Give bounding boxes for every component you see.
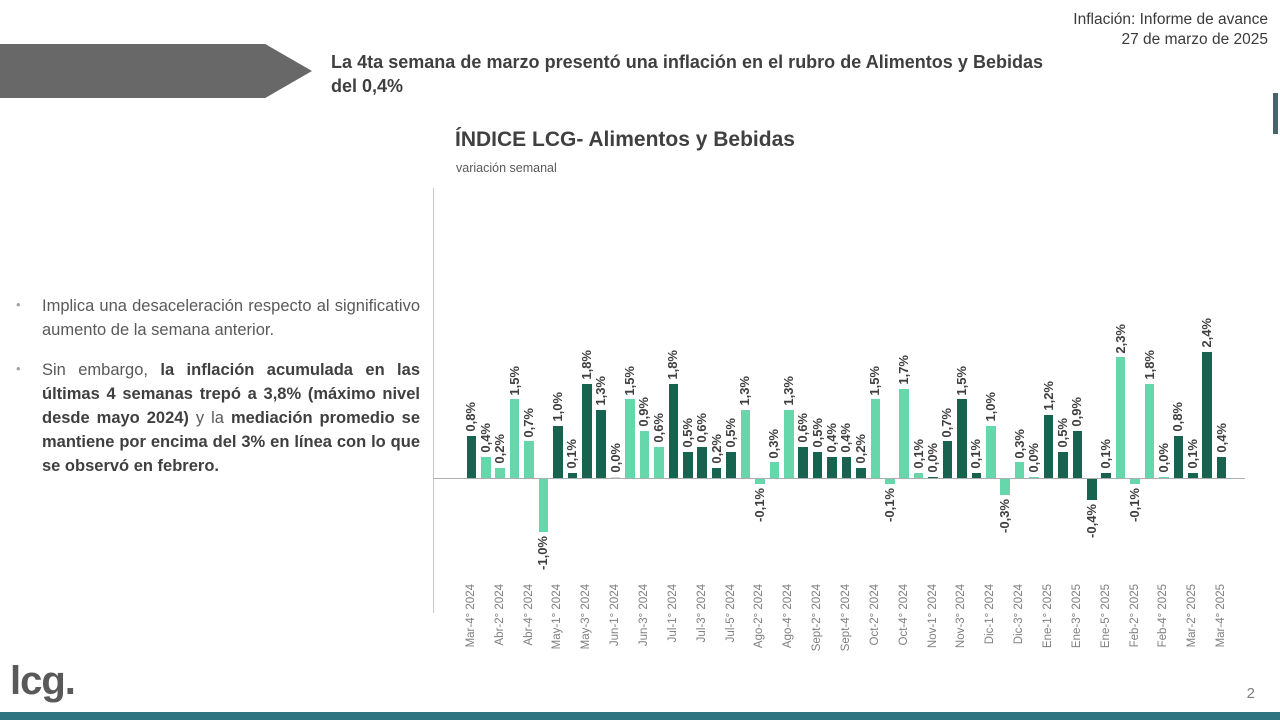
x-tick-label: Abr-4° 2024 (522, 584, 535, 646)
bar-value-label: 0,2% (492, 433, 508, 464)
bar-value-label: 1,2% (1040, 381, 1056, 411)
bar (1174, 436, 1184, 478)
chart-title: ÍNDICE LCG- Alimentos y Bebidas (455, 128, 795, 151)
bullet-item (16, 294, 420, 342)
bar (1073, 431, 1083, 478)
bullet-text: Implica una desaceleración respecto al significativo aumento de la semana anterior. (42, 297, 420, 339)
bar-value-label: 0,1% (910, 439, 926, 469)
x-tick-label: May-1° 2024 (551, 584, 564, 650)
x-tick-label: Nov-1° 2024 (926, 584, 939, 649)
y-axis-line (433, 188, 434, 613)
x-tick-label: Dic-3° 2024 (1013, 584, 1026, 645)
bar-value-label: 0,1% (1184, 439, 1200, 469)
bullet-list (16, 294, 420, 478)
bar-value-label: 0,0% (1155, 442, 1171, 473)
bar (899, 389, 909, 478)
bar-value-label: 1,5% (622, 365, 638, 396)
bar (1000, 479, 1010, 495)
bar (1145, 384, 1155, 479)
bar (495, 468, 505, 479)
bar-value-label: 0,7% (939, 407, 955, 438)
bar-value-label: 0,5% (723, 418, 739, 448)
bar (943, 441, 953, 478)
bar (596, 410, 606, 478)
bar (1044, 415, 1054, 478)
bar-value-label: 0,6% (694, 412, 710, 443)
bar (1116, 357, 1126, 478)
x-tick-label: Mar-4° 2024 (464, 584, 477, 648)
bar-value-label: 0,1% (1098, 439, 1114, 469)
x-tick-label: Mar-4° 2025 (1215, 584, 1228, 648)
bar-value-label: 2,4% (1199, 318, 1215, 348)
bar-value-label: 1,3% (737, 376, 753, 406)
report-type-label: Inflación: Informe de avance (1073, 11, 1268, 28)
bar-value-label: 1,3% (780, 376, 796, 406)
bar (481, 457, 491, 478)
x-tick-label: Oct-4° 2024 (897, 584, 910, 646)
bar (914, 473, 924, 478)
x-tick-label: Ago-4° 2024 (782, 584, 795, 649)
bar-value-label: -0,1% (1127, 488, 1143, 523)
x-tick-label: Sept-4° 2024 (839, 584, 852, 652)
bar-value-label: 0,6% (650, 412, 666, 443)
x-tick-label: May-3° 2024 (580, 584, 593, 650)
bar (986, 426, 996, 479)
x-tick-label: Jul-5° 2024 (724, 584, 737, 643)
bar (770, 462, 780, 478)
bar (712, 468, 722, 479)
bar (1202, 352, 1212, 478)
bar (1058, 452, 1068, 478)
bar-value-label: 1,3% (593, 376, 609, 406)
bar-value-label: 0,5% (1054, 418, 1070, 448)
bar-value-label: 1,0% (549, 391, 565, 422)
bar-value-label: 0,0% (1026, 442, 1042, 473)
bar-value-label: 0,6% (795, 412, 811, 443)
x-axis-line (433, 478, 1245, 479)
bar-value-label: 0,9% (1069, 397, 1085, 427)
x-tick-label: Feb-2° 2025 (1128, 584, 1141, 648)
bar (957, 399, 967, 478)
slide-title: La 4ta semana de marzo presentó una inflación en el rubro de Alimentos y Bebidas del 0,4% (331, 52, 1043, 96)
bar-value-label: 0,0% (607, 442, 623, 473)
bar (539, 479, 549, 532)
bar (524, 441, 534, 478)
bar-value-label: 0,3% (766, 428, 782, 459)
bar (726, 452, 736, 478)
bar (1130, 479, 1140, 484)
bar-value-label: -0,1% (881, 488, 897, 523)
bar (784, 410, 794, 478)
bar (813, 452, 823, 478)
bar-value-label: -0,1% (751, 488, 767, 523)
arrow-banner-shape (0, 44, 312, 98)
bar (827, 457, 837, 478)
bar (611, 477, 621, 479)
bar (1188, 473, 1198, 478)
bar-value-label: 1,5% (953, 365, 969, 396)
report-date: 27 de marzo de 2025 (1121, 31, 1268, 48)
bar-value-label: 0,2% (708, 433, 724, 464)
bar (755, 479, 765, 484)
x-tick-label: Jul-3° 2024 (695, 584, 708, 643)
bar (928, 477, 938, 479)
bar (1101, 473, 1111, 478)
bar-value-label: 1,8% (1141, 349, 1157, 380)
bar (683, 452, 693, 478)
bar-value-label: 0,4% (838, 423, 854, 453)
bar (553, 426, 563, 479)
bar (625, 399, 635, 478)
x-tick-label: Mar-2° 2025 (1186, 584, 1199, 648)
bar-value-label: 0,5% (679, 418, 695, 448)
bar-value-label: 0,4% (1213, 423, 1229, 453)
page-number: 2 (1246, 685, 1255, 702)
x-tick-label: Nov-3° 2024 (955, 584, 968, 649)
bar-value-label: -0,4% (1083, 504, 1099, 538)
bar (1217, 457, 1227, 478)
bar (1029, 477, 1039, 479)
report-meta (1073, 10, 1268, 50)
bar (842, 457, 852, 478)
bar-value-label: -0,3% (997, 498, 1013, 533)
bar-value-label: 1,5% (867, 365, 883, 396)
x-tick-label: Abr-2° 2024 (493, 584, 506, 646)
x-tick-label: Jul-1° 2024 (666, 584, 679, 643)
bullet-item (16, 358, 420, 478)
bar-value-label: 0,4% (824, 423, 840, 453)
x-tick-label: Ene-3° 2025 (1070, 584, 1083, 649)
bar-value-label: 0,3% (1011, 428, 1027, 459)
x-tick-label: Ago-2° 2024 (753, 584, 766, 649)
bullet-marker-icon: • (16, 297, 21, 312)
x-tick-label: Feb-4° 2025 (1157, 584, 1170, 648)
bar-value-label: 0,1% (968, 439, 984, 469)
bar-value-label: 0,1% (564, 439, 580, 469)
bar (582, 384, 592, 479)
bar-value-label: 1,8% (665, 349, 681, 380)
bar-value-label: 0,8% (1170, 402, 1186, 432)
bar (1015, 462, 1025, 478)
bar (510, 399, 520, 478)
chart-subtitle: variación semanal (456, 161, 557, 175)
bar (871, 399, 881, 478)
bar (856, 468, 866, 479)
x-tick-label: Ene-1° 2025 (1042, 584, 1054, 649)
bar (467, 436, 477, 478)
bar-value-label: 0,5% (809, 418, 825, 448)
right-edge-accent (1273, 93, 1278, 134)
bar (568, 473, 578, 478)
bar (741, 410, 751, 478)
x-tick-label: Oct-2° 2024 (868, 584, 881, 646)
bar-value-label: 0,7% (521, 407, 537, 438)
bar-value-label: 0,8% (463, 402, 479, 432)
bar-value-label: 1,5% (506, 365, 522, 396)
bullet-marker-icon: • (16, 361, 21, 376)
bar (1087, 479, 1097, 500)
lcg-logo: lcg. (10, 659, 75, 703)
x-tick-label: Ene-5° 2025 (1099, 584, 1112, 649)
bar-value-label: 0,9% (636, 397, 652, 427)
x-tick-label: Jun-3° 2024 (637, 584, 650, 647)
x-tick-label: Sept-2° 2024 (811, 584, 824, 652)
bar-value-label: 1,8% (578, 349, 594, 380)
bar-value-label: 0,2% (852, 433, 868, 464)
bar (654, 447, 664, 479)
bar-value-label: 1,0% (982, 391, 998, 422)
bar (697, 447, 707, 479)
bar-value-label: 1,7% (896, 355, 912, 385)
bar-value-label: 2,3% (1112, 323, 1128, 354)
bar-value-label: -1,0% (535, 535, 551, 570)
bar (1159, 477, 1169, 479)
bottom-accent-bar (0, 712, 1280, 720)
bar (669, 384, 679, 479)
x-tick-label: Jun-1° 2024 (609, 584, 622, 647)
bar (640, 431, 650, 478)
bar (885, 479, 895, 484)
bar (798, 447, 808, 479)
bar (972, 473, 982, 478)
bar-value-label: 0,0% (925, 442, 941, 473)
bullet-text: Sin embargo, la inflación acumulada en las últimas 4 semanas trepó a 3,8% (máximo nivel desde mayo 2024) y la mediación promedio se mantiene por encima del 3% en línea con lo que se observó en febrero. (42, 361, 420, 475)
x-tick-label: Dic-1° 2024 (984, 584, 997, 645)
bar-value-label: 0,4% (477, 423, 493, 453)
